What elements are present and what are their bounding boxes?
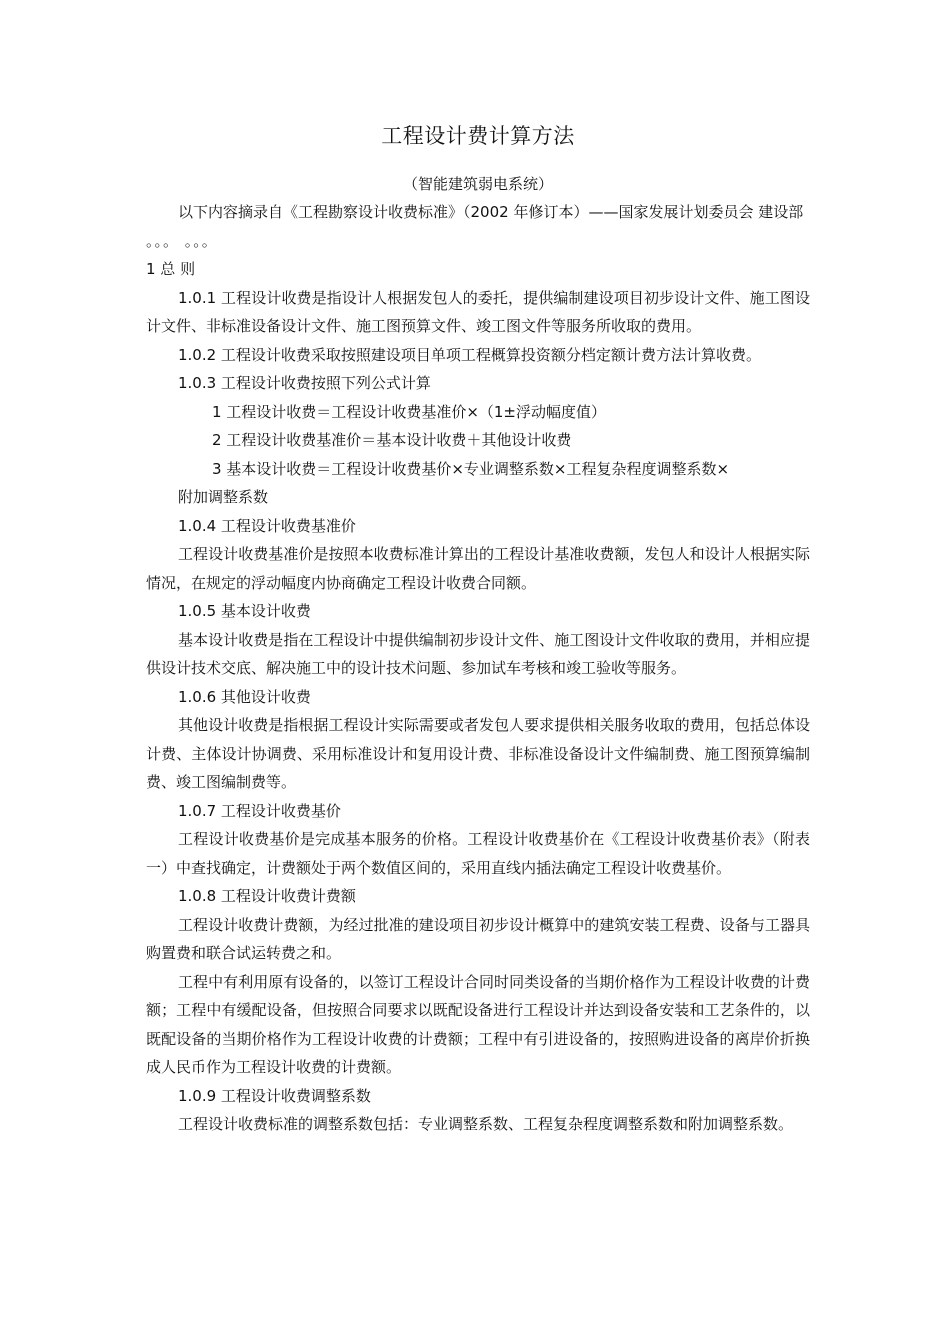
clause-1-0-9-heading: 1.0.9 工程设计收费调整系数 xyxy=(178,1086,371,1105)
clause-1-0-5-heading: 1.0.5 基本设计收费 xyxy=(178,602,311,620)
clause-1-0-2: 1.0.2 工程设计收费采取按照建设项目单项工程概算投资额分档定额计费方法计算收费。 xyxy=(178,345,761,364)
clause-1-0-8-body-2: 工程中有利用原有设备的，以签订工程设计合同时同类设备的当期价格作为工程设计收费的计费额；工程中有缓配设备，但按照合同要求以既配设备进行工程设计并达到设备安装和工艺条件的，以既配设备的当期价格作为工程设计收费的计费额；工程中有引进设备的，按照购进设备的离岸价折换成人民币作为工程设计收费的计费额。 xyxy=(146,972,810,1076)
intro-paragraph: 以下内容摘录自《工程勘察设计收费标准》（2002 年修订本）——国家发展计划委员会 建设部 xyxy=(178,203,804,221)
document-title: 工程设计费计算方法 xyxy=(381,124,575,148)
clause-1-0-8-body-1: 工程设计收费计费额，为经过批准的建设项目初步设计概算中的建筑安装工程费、设备与工器具购置费和联合试运转费之和。 xyxy=(146,915,810,962)
document-subtitle: （智能建筑弱电系统） xyxy=(402,175,553,193)
clause-1-0-1: 1.0.1 工程设计收费是指设计人根据发包人的委托，提供编制建设项目初步设计文件、施工图设计文件、非标准设备设计文件、施工图预算文件、竣工图文件等服务所收取的费用。 xyxy=(146,288,810,335)
formula-3: 3 基本设计收费＝工程设计收费基价×专业调整系数×工程复杂程度调整系数× xyxy=(212,459,730,478)
clause-1-0-4-heading: 1.0.4 工程设计收费基准价 xyxy=(178,516,356,535)
clause-1-0-6-heading: 1.0.6 其他设计收费 xyxy=(178,687,311,706)
clause-1-0-7-body: 工程设计收费基价是完成基本服务的价格。工程设计收费基价在《工程设计收费基价表》（附表一）中查找确定，计费额处于两个数值区间的，采用直线内插法确定工程设计收费基价。 xyxy=(146,830,810,877)
clause-1-0-3-heading: 1.0.3 工程设计收费按照下列公式计算 xyxy=(178,374,431,392)
section-heading: 1 总 则 xyxy=(146,260,196,278)
clause-1-0-9-body: 工程设计收费标准的调整系数包括：专业调整系数、工程复杂程度调整系数和附加调整系数。 xyxy=(178,1115,794,1133)
clause-1-0-5-body: 基本设计收费是指在工程设计中提供编制初步设计文件、施工图设计文件收取的费用，并相应提供设计技术交底、解决施工中的设计技术问题、参加试车考核和竣工验收等服务。 xyxy=(146,630,810,677)
ellipsis-line: 。。。 。。。 xyxy=(146,231,218,250)
formula-2: 2 工程设计收费基准价＝基本设计收费＋其他设计收费 xyxy=(212,431,572,449)
clause-1-0-8-heading: 1.0.8 工程设计收费计费额 xyxy=(178,887,356,905)
clause-1-0-6-body: 其他设计收费是指根据工程设计实际需要或者发包人要求提供相关服务收取的费用，包括总体设计费、主体设计协调费、采用标准设计和复用设计费、非标准设备设计文件编制费、施工图预算编制费、竣工图编制费等。 xyxy=(146,716,810,791)
clause-1-0-7-heading: 1.0.7 工程设计收费基价 xyxy=(178,801,341,820)
clause-1-0-4-body: 工程设计收费基准价是按照本收费标准计算出的工程设计基准收费额，发包人和设计人根据实际情况，在规定的浮动幅度内协商确定工程设计收费合同额。 xyxy=(146,545,810,592)
formula-1: 1 工程设计收费＝工程设计收费基准价×（1±浮动幅度值） xyxy=(212,402,606,421)
formula-3-continuation: 附加调整系数 xyxy=(178,488,269,506)
